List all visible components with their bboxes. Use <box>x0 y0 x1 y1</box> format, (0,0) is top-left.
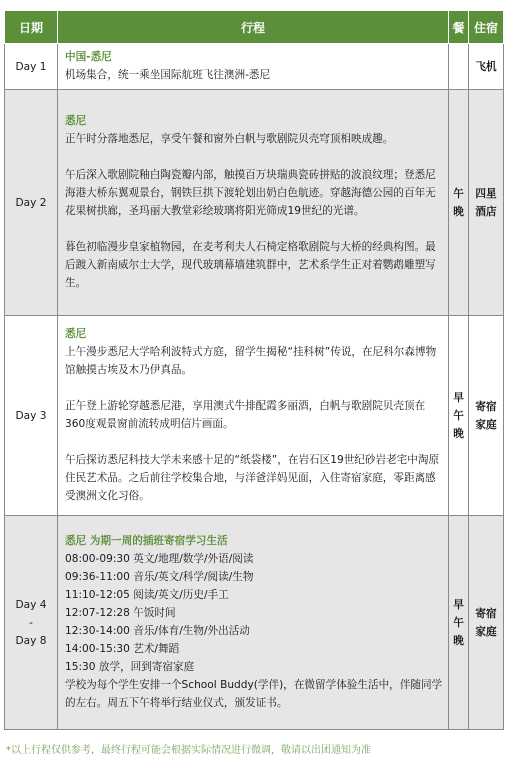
itinerary-text: 正午登上游轮穿越悉尼港，享用澳式牛排配霞多丽酒，白帆与歌剧院贝壳顶在360度观景窗前流转成明信片画面。 <box>65 399 426 430</box>
day-row-2 <box>5 90 504 316</box>
day-label: Day 4 - Day 8 <box>5 516 58 730</box>
itinerary-text: 正午时分落地悉尼，享受午餐和窗外白帆与歌剧院贝壳穹顶相映成趣。 <box>65 132 394 145</box>
itinerary-text: 机场集合，统一乘坐国际航班飞往澳洲-悉尼 <box>65 69 271 81</box>
day-label: Day 3 <box>5 316 58 516</box>
itinerary-cell <box>58 316 449 516</box>
schedule-line: 09:36-11:00 音乐/英文/科学/阅读/生物 <box>65 570 254 583</box>
itinerary-text: 午后探访悉尼科技大学未来感十足的“纸袋楼”，在岩石区19世纪砂岩老宅中淘原住民艺术品。之后前往学校集合地，与洋爸洋妈见面，入住寄宿家庭，零距离感受澳洲文化习俗。 <box>65 453 440 502</box>
header-date: 日期 <box>5 11 58 44</box>
day-row-3 <box>5 316 504 516</box>
meals-cell: 午 晚 <box>449 90 469 316</box>
schedule-line: 08:00-09:30 英文/地理/数学/外语/阅读 <box>65 552 254 565</box>
header-meals: 餐 <box>449 11 469 44</box>
meals-cell <box>449 44 469 90</box>
hotel-cell: 寄宿 家庭 <box>469 516 504 730</box>
itinerary-text: 暮色初临漫步皇家植物园，在麦考利夫人石椅定格歌剧院与大桥的经典构图。最后踱入新南威尔士大学，现代玻璃幕墙建筑群中，艺术系学生正对着鹦鹉雕塑写生。 <box>65 240 436 289</box>
hotel-cell: 飞机 <box>469 44 504 90</box>
schedule-line: 学校为每个学生安排一个School Buddy(学伴)，在微留学体验生活中，伴随同学的左右。周五下午将举行结业仪式，颁发证书。 <box>65 678 443 709</box>
day-label: Day 1 <box>5 44 58 90</box>
schedule-line: 15:30 放学，回到寄宿家庭 <box>65 660 195 673</box>
day-label: Day 2 <box>5 90 58 316</box>
day-row-4-8 <box>5 516 504 730</box>
day-row-1 <box>5 44 504 90</box>
footnote: *以上行程仅供参考，最终行程可能会根据实际情况进行微调，敬请以出团通知为准 <box>6 745 371 756</box>
meals-cell: 早 午 晚 <box>449 316 469 516</box>
city-heading: 悉尼 <box>65 114 87 127</box>
header-itinerary: 行程 <box>58 11 449 44</box>
itinerary-cell <box>58 90 449 316</box>
hotel-cell: 寄宿 家庭 <box>469 316 504 516</box>
city-heading: 中国-悉尼 <box>65 51 112 63</box>
schedule-line: 12:07-12:28 午饭时间 <box>65 606 176 619</box>
itinerary-text: 上午漫步悉尼大学哈利波特式方庭，留学生揭秘“挂科树”传说，在尼科尔森博物馆触摸古埃及木乃伊真品。 <box>65 345 437 376</box>
city-heading: 悉尼 <box>65 327 87 340</box>
table-header-row <box>5 11 504 44</box>
schedule-line: 14:00-15:30 艺术/舞蹈 <box>65 642 180 655</box>
schedule-line: 11:10-12:05 阅读/英文/历史/手工 <box>65 588 229 601</box>
itinerary-table <box>4 10 504 730</box>
itinerary-text: 午后深入歌剧院釉白陶瓷瓣内部，触摸百万块瑞典瓷砖拼贴的波浪纹理；登悉尼海港大桥东翼观景台，钢铁巨拱下渡轮划出奶白色航迹。穿越海德公园的百年无花果树拱廊，圣玛丽大教堂彩绘玻璃将阳光筛成19世纪的光谱。 <box>65 168 436 217</box>
city-heading: 悉尼 为期一周的插班寄宿学习生活 <box>65 534 228 547</box>
hotel-cell: 四星 酒店 <box>469 90 504 316</box>
schedule-line: 12:30-14:00 音乐/体育/生物/外出活动 <box>65 624 250 637</box>
itinerary-cell <box>58 516 449 730</box>
header-hotel: 住宿 <box>469 11 504 44</box>
meals-cell: 早 午 晚 <box>449 516 469 730</box>
itinerary-cell <box>58 44 449 90</box>
